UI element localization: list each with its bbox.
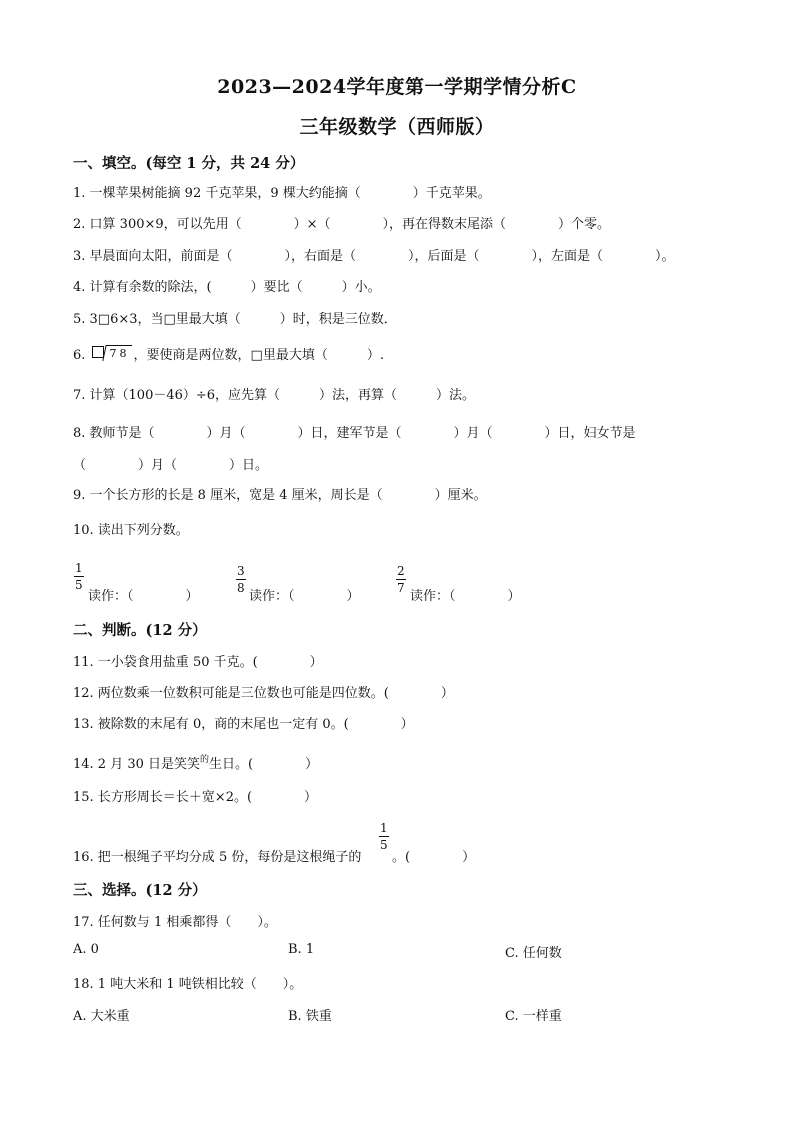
long-division-symbol (90, 345, 134, 363)
question-15: 15. 长方形周长＝长＋宽×2。( ） (73, 790, 318, 805)
question-8-line-2: （ ）月（ ）日。 (73, 458, 269, 473)
dividend-digits: 78 (109, 347, 130, 360)
fraction-1-denominator: 5 (75, 578, 83, 592)
section-2-heading: 二、判断。(12 分） (73, 622, 207, 639)
question-2: 2. 口算 300×9，可以先用（ ）×（ ），再在得数末尾添（ ）个零。 (73, 217, 611, 232)
question-6-number: 6. (73, 348, 86, 363)
question-11: 11. 一小袋食用盐重 50 千克。( ） (73, 655, 323, 670)
question-3: 3. 早晨面向太阳，前面是（ ），右面是（ ），后面是（ ），左面是（ ）。 (73, 249, 675, 264)
blank-square-icon (92, 346, 104, 358)
fraction-1-read: 读作：（ ） (88, 589, 199, 604)
fraction-3-denominator: 7 (397, 581, 405, 595)
question-16-denominator: 5 (380, 838, 388, 852)
q18-option-a: A. 大米重 (73, 1009, 130, 1024)
fraction-3 (396, 565, 406, 594)
exam-title: 2023—2024学年度第一学期学情分析C (217, 76, 577, 98)
question-4: 4. 计算有余数的除法，( ）要比（ ）小。 (73, 280, 381, 295)
question-14-small-char: 的 (200, 755, 210, 765)
fraction-1-numerator: 1 (75, 561, 83, 575)
division-bar (106, 345, 132, 346)
question-9: 9. 一个长方形的长是 8 厘米，宽是 4 厘米，周长是（ ）厘米。 (73, 488, 487, 503)
exam-subtitle: 三年级数学（西师版） (299, 116, 495, 138)
section-3-heading: 三、选择。(12 分） (73, 882, 207, 899)
question-6 (73, 344, 384, 363)
question-14-end: 生日。( ） (209, 757, 319, 772)
q17-option-a: A. 0 (73, 942, 99, 957)
question-16-numerator: 1 (380, 821, 388, 835)
question-12: 12. 两位数乘一位数积可能是三位数也可能是四位数。( ） (73, 686, 454, 701)
question-8-line-1: 8. 教师节是（ ）月（ ）日，建军节是（ ）月（ ）日，妇女节是 (73, 426, 636, 441)
question-18: 18. 1 吨大米和 1 吨铁相比较（ ）。 (73, 977, 303, 992)
question-16-fraction (379, 822, 389, 851)
question-13: 13. 被除数的末尾有 0，商的末尾也一定有 0。( ） (73, 717, 414, 732)
fraction-2 (236, 565, 246, 594)
fraction-2-read: 读作：（ ） (249, 589, 360, 604)
question-1: 1. 一棵苹果树能摘 92 千克苹果，9 棵大约能摘（ ）千克苹果。 (73, 186, 491, 201)
q18-option-b: B. 铁重 (288, 1009, 332, 1024)
fraction-3-read: 读作：（ ） (410, 589, 521, 604)
question-14 (73, 752, 318, 772)
question-6-text: ，要使商是两位数，□里最大填（ ）. (133, 348, 384, 363)
section-1-heading: 一、填空。(每空 1 分，共 24 分） (73, 155, 305, 172)
question-5: 5. 3□6×3，当□里最大填（ ）时，积是三位数． (73, 312, 397, 327)
question-14-start: 14. 2 月 30 日是笑笑 (73, 757, 201, 772)
fraction-2-denominator: 8 (237, 581, 245, 595)
question-7: 7. 计算（100－46）÷6，应先算（ ）法，再算（ ）法。 (73, 388, 476, 403)
q18-option-c: C. 一样重 (505, 1009, 562, 1024)
fraction-1 (74, 562, 84, 591)
question-10: 10. 读出下列分数。 (73, 523, 189, 538)
question-17: 17. 任何数与 1 相乘都得（ ）。 (73, 915, 277, 930)
fraction-2-numerator: 3 (237, 564, 245, 578)
question-16-end: 。( ） (392, 850, 476, 865)
question-16-start: 16. 把一根绳子平均分成 5 份，每份是这根绳子的 (73, 850, 362, 865)
q17-option-c: C. 任何数 (505, 946, 562, 961)
q17-option-b: B. 1 (288, 942, 315, 957)
fraction-3-numerator: 2 (397, 564, 405, 578)
